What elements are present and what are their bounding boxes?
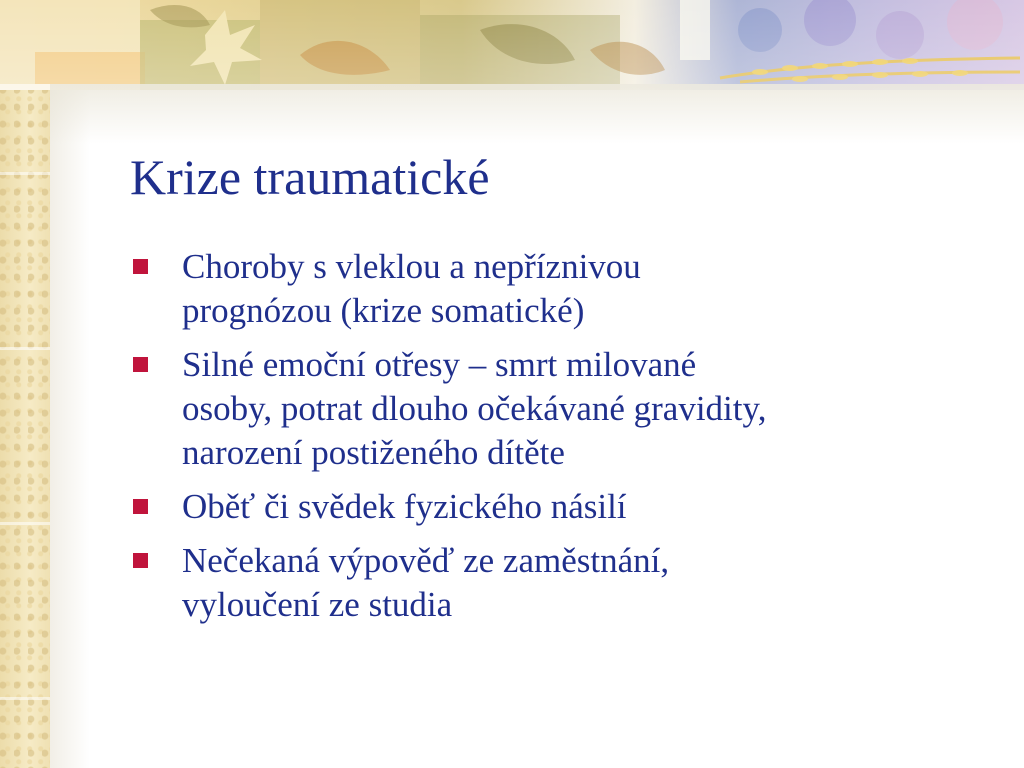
bullet-line: Silné emoční otřesy – smrt milované (182, 345, 697, 384)
square-bullet-icon (133, 553, 148, 568)
top-decorative-banner (0, 0, 1024, 90)
square-bullet-icon (133, 259, 148, 274)
list-item (130, 343, 990, 475)
bullet-line: prognózou (krize somatické) (182, 291, 585, 330)
bullet-line: Nečekaná výpověď ze zaměstnání, (182, 541, 670, 580)
bullet-list (130, 245, 990, 637)
left-parchment-strip (0, 0, 50, 768)
bullet-line: Choroby s vleklou a nepříznivou (182, 247, 641, 286)
bullet-line: Oběť či svědek fyzického násilí (182, 487, 627, 526)
bullet-line: narození postiženého dítěte (182, 433, 565, 472)
slide-title: Krize traumatické (130, 149, 490, 205)
list-item (130, 485, 990, 529)
square-bullet-icon (133, 499, 148, 514)
square-bullet-icon (133, 357, 148, 372)
bullet-line: osoby, potrat dlouho očekávané gravidity, (182, 389, 767, 428)
list-item (130, 539, 990, 627)
bullet-line: vyloučení ze studia (182, 585, 453, 624)
list-item (130, 245, 990, 333)
top-shadow (50, 84, 1024, 144)
